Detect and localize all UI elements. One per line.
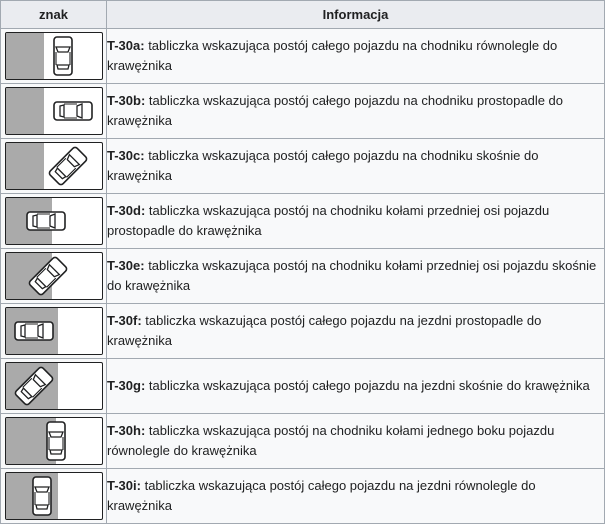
info-cell bbox=[107, 139, 605, 194]
sign-cell bbox=[1, 194, 107, 249]
header-sign: znak bbox=[1, 1, 107, 29]
parking-front-axle-diagonal-icon bbox=[6, 253, 102, 299]
parking-sidewalk-parallel-icon bbox=[6, 33, 102, 79]
sign-image bbox=[5, 87, 103, 135]
sign-code: T-30a: bbox=[107, 38, 145, 53]
sign-cell bbox=[1, 414, 107, 469]
table-row bbox=[1, 249, 605, 304]
sign-cell bbox=[1, 29, 107, 84]
table-row bbox=[1, 139, 605, 194]
sign-cell bbox=[1, 359, 107, 414]
info-cell bbox=[107, 304, 605, 359]
sign-description: tabliczka wskazująca postój na chodniku kołami przedniej osi pojazdu prostopadle do krawężnika bbox=[107, 203, 550, 238]
sign-description: tabliczka wskazująca postój całego pojazdu na chodniku równolegle do krawężnika bbox=[107, 38, 558, 73]
header-info: Informacja bbox=[107, 1, 605, 29]
sign-code: T-30i: bbox=[107, 478, 141, 493]
table-row bbox=[1, 469, 605, 524]
sign-code: T-30c: bbox=[107, 148, 145, 163]
sign-image bbox=[5, 362, 103, 410]
parking-sidewalk-perpendicular-icon bbox=[6, 88, 102, 134]
sign-cell bbox=[1, 469, 107, 524]
table-row bbox=[1, 29, 605, 84]
sign-image bbox=[5, 307, 103, 355]
parking-front-axle-perpendicular-icon bbox=[6, 198, 102, 244]
sign-description: tabliczka wskazująca postój całego pojazdu na chodniku skośnie do krawężnika bbox=[107, 148, 539, 183]
info-cell bbox=[107, 84, 605, 139]
info-cell bbox=[107, 414, 605, 469]
sign-image bbox=[5, 417, 103, 465]
sign-code: T-30f: bbox=[107, 313, 142, 328]
sign-code: T-30b: bbox=[107, 93, 146, 108]
sign-description: tabliczka wskazująca postój na chodniku kołami przedniej osi pojazdu skośnie do krawężnika bbox=[107, 258, 597, 293]
sign-image bbox=[5, 472, 103, 520]
table-row bbox=[1, 414, 605, 469]
sign-description: tabliczka wskazująca postój całego pojazdu na jezdni prostopadle do krawężnika bbox=[107, 313, 542, 348]
sign-code: T-30g: bbox=[107, 378, 146, 393]
header-row bbox=[1, 1, 605, 29]
info-cell bbox=[107, 359, 605, 414]
sign-image bbox=[5, 197, 103, 245]
info-cell bbox=[107, 249, 605, 304]
table-row bbox=[1, 194, 605, 249]
sign-image bbox=[5, 142, 103, 190]
info-cell bbox=[107, 194, 605, 249]
sign-description: tabliczka wskazująca postój całego pojazdu na jezdni równolegle do krawężnika bbox=[107, 478, 536, 513]
sign-cell bbox=[1, 304, 107, 359]
sign-description: tabliczka wskazująca postój na chodniku kołami jednego boku pojazdu równolegle do krawężnika bbox=[107, 423, 555, 458]
parking-sidewalk-diagonal-icon bbox=[6, 143, 102, 189]
sign-cell bbox=[1, 84, 107, 139]
info-cell bbox=[107, 29, 605, 84]
sign-description: tabliczka wskazująca postój całego pojazdu na chodniku prostopadle do krawężnika bbox=[107, 93, 564, 128]
sign-description: tabliczka wskazująca postój całego pojazdu na jezdni skośnie do krawężnika bbox=[145, 378, 590, 393]
table-row bbox=[1, 304, 605, 359]
sign-code: T-30d: bbox=[107, 203, 146, 218]
table-row bbox=[1, 359, 605, 414]
parking-one-side-parallel-icon bbox=[6, 418, 102, 464]
parking-road-parallel-icon bbox=[6, 473, 102, 519]
sign-image bbox=[5, 252, 103, 300]
sign-image bbox=[5, 32, 103, 80]
parking-road-diagonal-icon bbox=[6, 363, 102, 409]
parking-road-perpendicular-icon bbox=[6, 308, 102, 354]
table-row bbox=[1, 84, 605, 139]
sign-code: T-30h: bbox=[107, 423, 146, 438]
info-cell bbox=[107, 469, 605, 524]
sign-cell bbox=[1, 249, 107, 304]
sign-code: T-30e: bbox=[107, 258, 145, 273]
sign-cell bbox=[1, 139, 107, 194]
